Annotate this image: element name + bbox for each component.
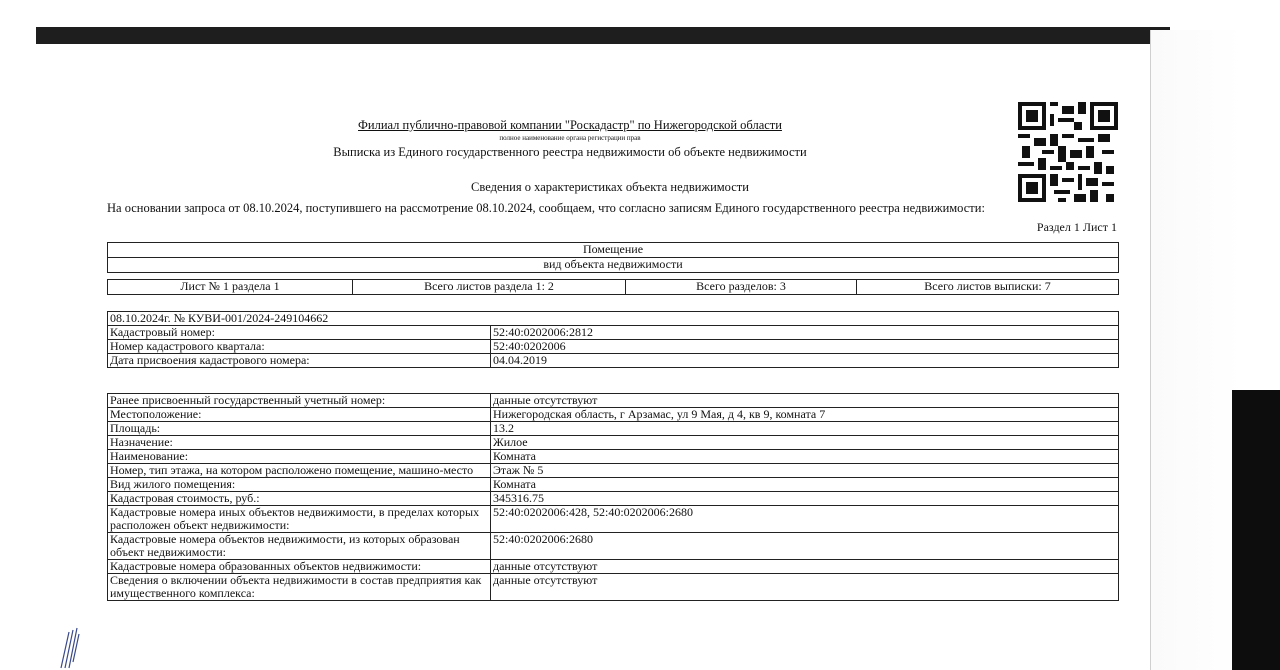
table-row [108,408,1119,422]
row-label: Кадастровые номера иных объектов недвижимости, в пределах которых расположен объект недвижимости: [108,506,491,533]
row-label: Кадастровый номер: [108,326,491,340]
row-value: 13.2 [491,422,1119,436]
row-label: Площадь: [108,422,491,436]
table-row [108,464,1119,478]
table-row [108,394,1119,408]
row-label: Назначение: [108,436,491,450]
row-value: 52:40:0202006 [491,340,1119,354]
page-fold-shadow [1150,30,1241,670]
row-value: 04.04.2019 [491,354,1119,368]
table-row [108,560,1119,574]
row-value: данные отсутствуют [491,394,1119,408]
row-value: 52:40:0202006:428, 52:40:0202006:2680 [491,506,1119,533]
object-name: Помещение [108,243,1119,258]
table-row [108,506,1119,533]
row-value: данные отсутствуют [491,574,1119,601]
row-value: 52:40:0202006:2812 [491,326,1119,340]
row-value: Комната [491,478,1119,492]
organization-name: Филиал публично-правовой компании "Роскадастр" по Нижегородской области [358,118,782,132]
part-label: Раздел 1 Лист 1 [1036,220,1117,234]
object-caption: вид объекта недвижимости [108,258,1119,273]
row-label: Кадастровые номера объектов недвижимости, из которых образован объект недвижимости: [108,533,491,560]
sheet-number: Лист № 1 раздела 1 [108,280,353,295]
basis-statement: На основании запроса от 08.10.2024, поступившего на рассмотрение 08.10.2024, сообщаем, что согласно записям Единого государственного реестра недвижимости: [107,201,985,215]
document-header [280,118,860,160]
organization-caption: полное наименование органа регистрации прав [499,134,641,142]
row-value: данные отсутствуют [491,560,1119,574]
handwritten-mark [55,612,85,670]
scan-dark-edge-right [1232,390,1280,670]
section-title: Сведения о характеристиках объекта недвижимости [471,180,749,194]
table-row [108,422,1119,436]
object-type-table [107,242,1119,273]
request-number: 08.10.2024г. № КУВИ-001/2024-249104662 [108,312,1119,326]
identification-table [107,311,1119,368]
table-row [108,492,1119,506]
table-row [108,533,1119,560]
row-value: 345316.75 [491,492,1119,506]
characteristics-table [107,393,1119,601]
total-sections: Всего разделов: 3 [626,280,857,295]
row-value: Комната [491,450,1119,464]
table-row [108,478,1119,492]
qr-code-icon [1018,102,1118,202]
row-label: Местоположение: [108,408,491,422]
total-sheets: Всего листов выписки: 7 [857,280,1119,295]
row-label: Наименование: [108,450,491,464]
row-label: Номер кадастрового квартала: [108,340,491,354]
scan-dark-edge-top [36,27,1170,44]
extract-title: Выписка из Единого государственного реестра недвижимости об объекте недвижимости [333,145,807,159]
row-label: Сведения о включении объекта недвижимости в состав предприятия как имущественного комплекса: [108,574,491,601]
table-row [108,574,1119,601]
row-value: 52:40:0202006:2680 [491,533,1119,560]
row-value: Этаж № 5 [491,464,1119,478]
row-label: Вид жилого помещения: [108,478,491,492]
row-label: Ранее присвоенный государственный учетный номер: [108,394,491,408]
table-row [108,354,1119,368]
row-label: Дата присвоения кадастрового номера: [108,354,491,368]
row-value: Жилое [491,436,1119,450]
total-sheets-section: Всего листов раздела 1: 2 [353,280,626,295]
row-value: Нижегородская область, г Арзамас, ул 9 Мая, д 4, кв 9, комната 7 [491,408,1119,422]
table-row [108,436,1119,450]
sheets-table [107,279,1119,295]
table-row [108,450,1119,464]
row-label: Номер, тип этажа, на котором расположено помещение, машино-место [108,464,491,478]
row-label: Кадастровая стоимость, руб.: [108,492,491,506]
table-row [108,340,1119,354]
row-label: Кадастровые номера образованных объектов недвижимости: [108,560,491,574]
table-row [108,326,1119,340]
